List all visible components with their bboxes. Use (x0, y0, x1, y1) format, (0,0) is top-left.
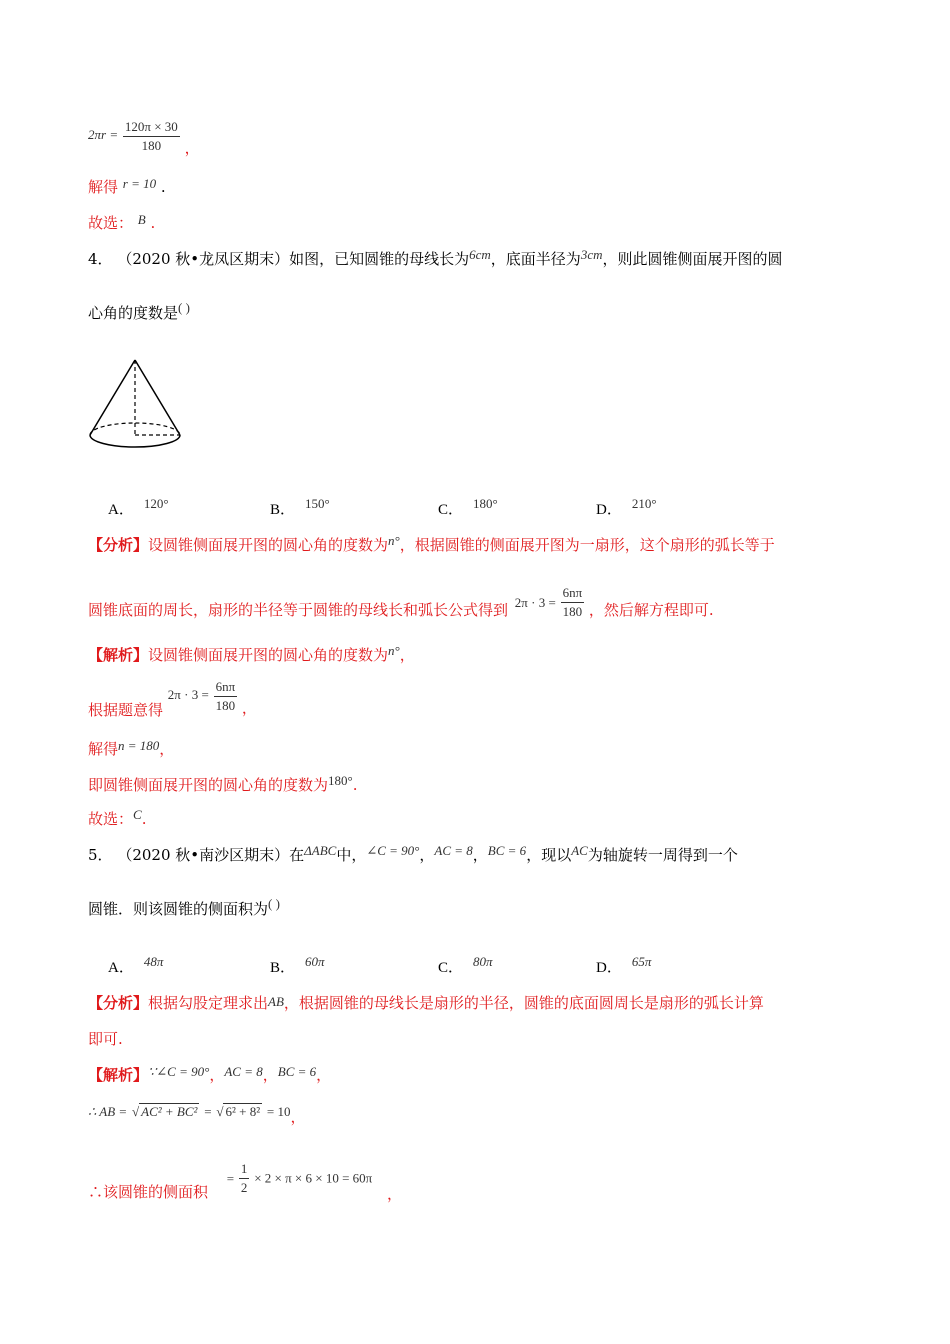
option-value: 60π (305, 954, 325, 969)
q4-source: （2020 秋•龙凤区期末）如图，已知圆锥的母线长为 (117, 250, 470, 268)
option-value: 120° (143, 496, 169, 511)
fraction-denominator: 180 (562, 604, 583, 619)
fraction-denominator: 180 (215, 698, 236, 713)
q4-number: 4． (88, 250, 113, 268)
q5-angle: ∠C = 90° (366, 843, 420, 858)
q4-analysis-line2-text: 圆锥底面的周长，扇形的半径等于圆锥的母线长和弧长公式得到 (88, 600, 509, 619)
option-value: 48π (143, 954, 164, 969)
q4-len1: 6cm (469, 247, 491, 262)
q5-solution-line1 (88, 1064, 331, 1085)
q4-option-b[interactable] (270, 498, 330, 519)
q4-analysis-line2-tail: ，然后解方程即可. (588, 600, 714, 619)
option-value: 150° (305, 496, 330, 511)
q5-sqrt2-sign: √ (216, 1104, 224, 1119)
q4-analysis-line2 (88, 584, 714, 621)
q5-tri: ΔABC (304, 843, 337, 858)
q4-choose-val: C (133, 807, 142, 822)
q4-analysis-eq-left: 2π · 3 = (514, 594, 556, 610)
q4-result-line (88, 774, 358, 795)
q5-line2: 圆锥．则该圆锥的侧面积为 (88, 900, 269, 918)
cone-figure (85, 355, 185, 455)
q5-sep3: ， (316, 1066, 332, 1084)
q5-analysis-line2-text: 即可. (88, 1030, 123, 1048)
q5-paren: ( ) (268, 896, 280, 911)
q4-result-tail: . (352, 776, 358, 794)
q4-analysis-line1 (88, 534, 775, 555)
q5-sol-ac: AC = 8 (224, 1064, 263, 1079)
q5-because: ∵∠C = 90° (148, 1064, 210, 1079)
q4-mid: ，底面半径为 (490, 250, 581, 268)
q4-result-val: 180° (328, 773, 353, 788)
option-value: 180° (473, 496, 498, 511)
q5-number: 5． (88, 846, 113, 864)
fraction-numerator: 1 (239, 1160, 250, 1179)
q4-option-d[interactable] (596, 498, 657, 519)
q5-t2: ， (419, 846, 435, 864)
fraction-numerator: 6nπ (561, 584, 585, 603)
choose-value: B (137, 212, 146, 227)
q5-ab-result: = 10 (266, 1104, 291, 1119)
fraction-numerator: 120π × 30 (123, 118, 180, 137)
q5-area-label: ∴该圆锥的侧面积 (88, 1182, 209, 1201)
q4-solution-var: n° (388, 643, 400, 658)
q4-analysis-fraction (561, 584, 585, 621)
q4-solution-1: 设圆锥侧面展开图的圆心角的度数为 (148, 646, 389, 664)
q5-stem-line2 (88, 898, 280, 919)
q4-analysis-var: n° (388, 533, 400, 548)
q5-ab-line (88, 1100, 306, 1126)
q4-tail: ，则此圆锥侧面展开图的圆 (602, 250, 783, 268)
option-letter: D． (596, 960, 622, 976)
q5-bc: BC = 6 (487, 843, 527, 858)
q5-t5: 为轴旋转一周得到一个 (587, 846, 738, 864)
choose-label: 故选： (88, 214, 134, 232)
q4-option-a[interactable] (108, 498, 169, 519)
q4-analysis-2: ，根据圆锥的侧面展开图为一扇形，这个扇形的弧长等于 (399, 536, 775, 554)
fraction-denominator: 2 (240, 1180, 248, 1195)
q5-analysis-line2 (88, 1028, 123, 1049)
q4-line2: 心角的度数是 (88, 304, 179, 322)
q4-solution-line1 (88, 644, 415, 665)
q5-ab-sqrt1: AC² + BC² (141, 1104, 198, 1119)
q4-analysis-1: 设圆锥侧面展开图的圆心角的度数为 (148, 536, 389, 554)
q4-stem-line2 (88, 302, 190, 323)
solve-line (88, 176, 166, 197)
q4-by-tail: ， (241, 698, 257, 717)
q5-stem-line1 (88, 844, 738, 865)
option-letter: A． (108, 502, 134, 518)
q5-area-eq-left: = (226, 1170, 235, 1186)
option-letter: C． (438, 502, 464, 518)
q5-t1: 中， (336, 846, 367, 864)
q5-area-eq-right: × 2 × π × 6 × 10 = 60π (254, 1170, 373, 1186)
q4-solve-tail: ， (159, 740, 175, 758)
option-value: 80π (473, 954, 493, 969)
q4-choose-line (88, 808, 146, 829)
q5-option-c[interactable] (438, 956, 493, 977)
q5-sep2: ， (262, 1066, 278, 1084)
q5-area-line (88, 1160, 403, 1203)
eq-fraction (123, 118, 180, 155)
q5-axis: AC (571, 843, 588, 858)
q5-sol-bc: BC = 6 (277, 1064, 317, 1079)
q5-analysis-tag: 【分析】 (88, 994, 149, 1012)
option-value: 65π (631, 954, 652, 969)
q5-sep1: ， (209, 1066, 225, 1084)
option-value: 210° (631, 496, 657, 511)
q5-solution-tag: 【解析】 (88, 1066, 149, 1084)
solve-label: 解得 (88, 178, 119, 196)
q4-solution-tag: 【解析】 (88, 646, 149, 664)
eq-circumference (88, 118, 200, 155)
q4-by-line (88, 678, 257, 719)
option-letter: C． (438, 960, 464, 976)
q4-choose-label: 故选： (88, 810, 134, 828)
q5-option-b[interactable] (270, 956, 325, 977)
fraction-numerator: 6nπ (214, 678, 238, 697)
q4-by-eq-left: 2π · 3 = (167, 686, 209, 702)
option-letter: B． (270, 960, 296, 976)
q5-t4: ，现以 (526, 846, 572, 864)
q4-solve-eq: n = 180 (118, 738, 160, 753)
option-letter: D． (596, 502, 622, 518)
q4-solution-1-tail: ， (399, 646, 415, 664)
choose-line (88, 212, 155, 233)
q5-area-tail: ， (387, 1184, 403, 1203)
q5-ab-sqrt2: 6² + 8² (225, 1104, 261, 1119)
q5-source: （2020 秋•南沙区期末）在 (117, 846, 305, 864)
q4-choose-tail: . (141, 810, 147, 828)
q5-area-fraction (239, 1160, 250, 1197)
q5-sqrt1-sign: √ (131, 1104, 140, 1119)
choose-tail: . (150, 214, 156, 232)
q4-result-text: 即圆锥侧面展开图的圆心角的度数为 (88, 776, 329, 794)
q4-solve-line (88, 738, 174, 759)
q4-stem-line1 (88, 248, 783, 269)
solve-eq: r = 10 (122, 176, 157, 191)
eq-left: 2πr = (88, 126, 119, 142)
q5-option-a[interactable] (108, 956, 163, 977)
q4-by-label: 根据题意得 (88, 700, 164, 719)
q4-by-fraction (214, 678, 238, 715)
fraction-denominator: 180 (141, 138, 162, 153)
eq-comma: ， (184, 138, 200, 157)
q5-ab-prefix: ∴ AB = (88, 1104, 128, 1119)
q5-analysis-1: 根据勾股定理求出 (148, 994, 269, 1012)
q4-option-c[interactable] (438, 498, 498, 519)
q5-option-d[interactable] (596, 956, 651, 977)
q5-analysis-var: AB (268, 994, 284, 1009)
q5-analysis-line1 (88, 992, 764, 1013)
q5-analysis-2: ，根据圆锥的母线长是扇形的半径，圆锥的底面圆周长是扇形的弧长计算 (283, 994, 764, 1012)
q5-ab-tail: ， (290, 1108, 306, 1126)
option-letter: B． (270, 502, 296, 518)
solve-tail: . (160, 178, 166, 196)
q5-ab-eq: = (204, 1104, 212, 1119)
q5-t3: ， (472, 846, 488, 864)
q5-ac: AC = 8 (434, 843, 473, 858)
q4-solve-label: 解得 (88, 740, 119, 758)
q4-analysis-tag: 【分析】 (88, 536, 149, 554)
q4-len2: 3cm (580, 247, 603, 262)
option-letter: A． (108, 960, 134, 976)
q4-paren: ( ) (178, 300, 190, 315)
